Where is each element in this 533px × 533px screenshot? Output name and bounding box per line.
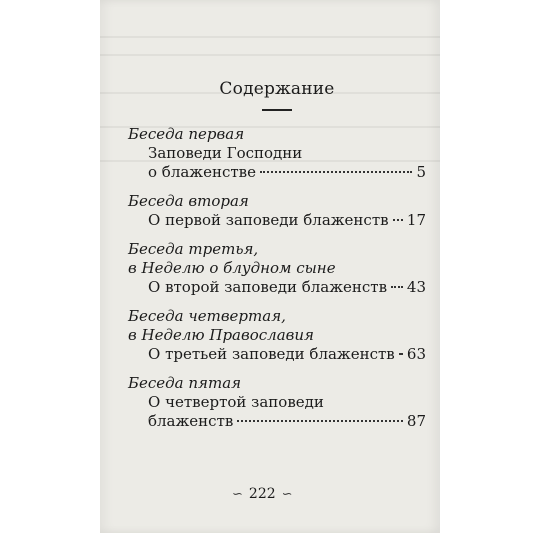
toc-entry[interactable]: [148, 144, 426, 182]
leader-dots: [393, 219, 403, 221]
page-ref: 5: [416, 163, 426, 181]
entry-text: о блаженстве: [148, 163, 256, 181]
entry-text: О первой заповеди блаженств: [148, 211, 389, 229]
entry-text: О второй заповеди блаженств: [148, 278, 388, 296]
section-title: Беседа третья,: [128, 240, 259, 258]
entry-text: блаженств: [148, 412, 234, 430]
section-subtitle: в Неделю о блудном сыне: [128, 259, 336, 277]
toc-section: [128, 192, 426, 230]
toc-entry[interactable]: [148, 278, 426, 297]
section-title: Беседа вторая: [128, 192, 249, 210]
page-number: 222: [248, 486, 276, 502]
section-subtitle: в Неделю Православия: [128, 326, 314, 344]
toc-section: [128, 125, 426, 182]
toc-entry[interactable]: [148, 211, 426, 230]
toc-section: [128, 240, 426, 297]
table-of-contents: [128, 80, 426, 441]
section-title: Беседа первая: [128, 125, 245, 143]
toc-section: [128, 307, 426, 364]
page-ref: 63: [406, 345, 426, 363]
entry-text: О четвертой заповеди: [148, 393, 324, 411]
page-ref: 43: [406, 278, 426, 296]
leader-dots: [399, 353, 403, 355]
leader-dots: [237, 420, 403, 422]
page-ref: 17: [406, 211, 426, 229]
section-title: Беседа четвертая,: [128, 307, 286, 325]
page-ref: 87: [406, 412, 426, 430]
toc-heading: Содержание: [219, 79, 335, 99]
leader-dots: [260, 171, 412, 173]
bleedthrough-line: [100, 54, 440, 56]
bleedthrough-line: [100, 36, 440, 38]
page-footer: [232, 486, 293, 502]
ornament-left-icon: ∽: [232, 486, 243, 502]
heading-rule: [262, 109, 292, 111]
toc-entry[interactable]: [148, 393, 426, 431]
entry-text: О третьей заповеди блаженств: [148, 345, 395, 363]
ornament-right-icon: ∽: [281, 486, 293, 502]
toc-section: [128, 374, 426, 431]
section-title: Беседа пятая: [128, 374, 242, 392]
toc-entry[interactable]: [148, 345, 426, 364]
entry-text: Заповеди Господни: [148, 144, 303, 162]
leader-dots: [391, 286, 403, 288]
